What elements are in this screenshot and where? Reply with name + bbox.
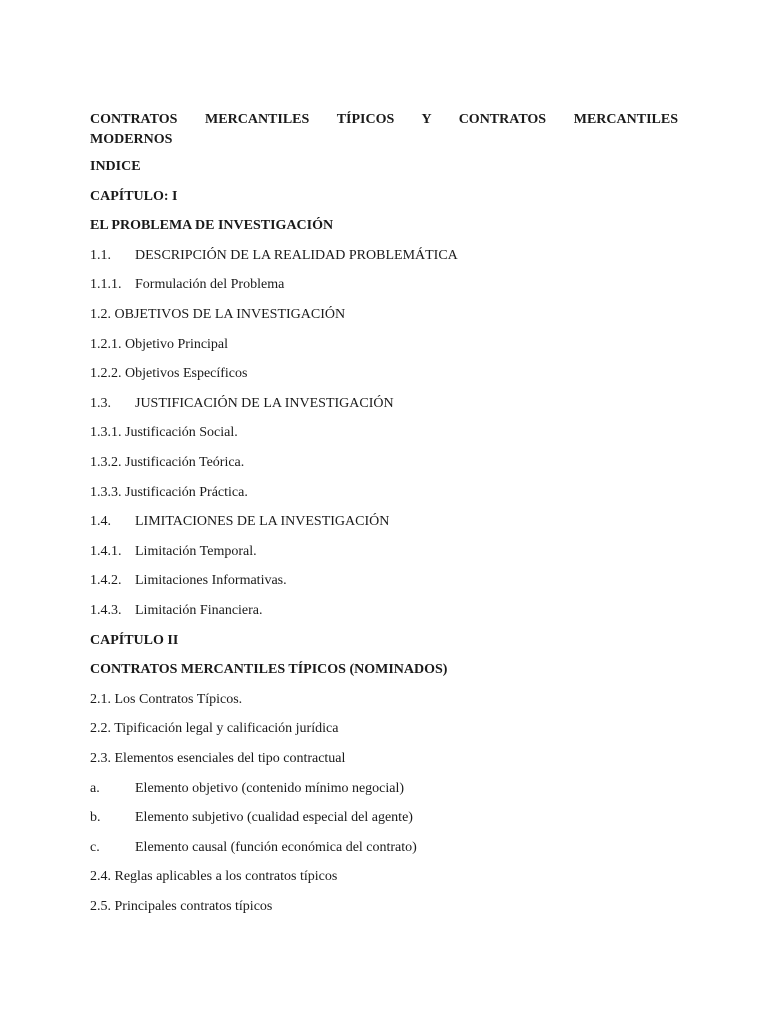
toc-entry-number: 1.4.1. xyxy=(90,544,122,559)
toc-entry-number: 1.1. xyxy=(90,248,111,263)
toc-entry-text: 1.3.2. Justificación Teórica. xyxy=(90,455,245,470)
toc-entry-text: 1.2.1. Objetivo Principal xyxy=(90,337,229,352)
toc-entry-cap2-title xyxy=(90,661,447,679)
toc-entry-cap1-title xyxy=(90,217,333,235)
toc-entry-cap2 xyxy=(90,632,178,650)
toc-entry-s2-1 xyxy=(90,691,242,709)
toc-entry-s1-4 xyxy=(90,513,389,531)
toc-entry-number: 1.1.1. xyxy=(90,277,122,292)
title-line-2: MODERNOS xyxy=(90,132,173,147)
toc-entry-s2-2 xyxy=(90,720,338,738)
toc-entry-s1-3 xyxy=(90,395,394,413)
toc-entry-text: 1.2. OBJETIVOS DE LA INVESTIGACIÓN xyxy=(90,307,346,322)
toc-entry-s1-2-2 xyxy=(90,365,247,383)
toc-entry-text: 2.3. Elementos esenciales del tipo contractual xyxy=(90,751,346,766)
toc-entry-s1-4-3 xyxy=(90,602,263,620)
toc-entry-s2-3-b xyxy=(90,809,413,827)
toc-entry-number: a. xyxy=(90,781,100,796)
toc-entry-text: 1.3.1. Justificación Social. xyxy=(90,425,238,440)
toc-entry-s1-3-2 xyxy=(90,454,244,472)
toc-entry-s2-3-c xyxy=(90,839,417,857)
toc-entry-text: DESCRIPCIÓN DE LA REALIDAD PROBLEMÁTICA xyxy=(135,248,458,263)
toc-entry-number: 1.4.2. xyxy=(90,573,122,588)
toc-entry-number: 1.4.3. xyxy=(90,603,122,618)
toc-entry-text: 1.3.3. Justificación Práctica. xyxy=(90,485,248,500)
toc-entry-text: 2.1. Los Contratos Típicos. xyxy=(90,692,243,707)
toc-entry-number: c. xyxy=(90,840,100,855)
toc-entry-text: Elemento objetivo (contenido mínimo negocial) xyxy=(135,781,405,796)
document-title xyxy=(90,110,678,150)
toc-entry-text: Limitación Temporal. xyxy=(135,544,257,559)
toc-entry-text: LIMITACIONES DE LA INVESTIGACIÓN xyxy=(135,514,390,529)
toc-entry-text: 2.2. Tipificación legal y calificación jurídica xyxy=(90,721,339,736)
toc-entry-s1-4-2 xyxy=(90,572,287,590)
toc-entry-text: Limitación Financiera. xyxy=(135,603,263,618)
toc-entry-text: CAPÍTULO: I xyxy=(90,189,178,204)
toc-entry-text: 1.2.2. Objetivos Específicos xyxy=(90,366,248,381)
toc-entry-text: Limitaciones Informativas. xyxy=(135,573,287,588)
toc-entry-text: EL PROBLEMA DE INVESTIGACIÓN xyxy=(90,218,334,233)
toc-entry-number: 1.4. xyxy=(90,514,111,529)
toc-entry-s1-3-3 xyxy=(90,484,248,502)
toc-entry-text: 2.4. Reglas aplicables a los contratos típicos xyxy=(90,869,338,884)
toc-entry-text: JUSTIFICACIÓN DE LA INVESTIGACIÓN xyxy=(135,396,394,411)
toc-entry-s1-4-1 xyxy=(90,543,257,561)
toc-entry-text: Elemento subjetivo (cualidad especial del agente) xyxy=(135,810,413,825)
toc-entry-s1-2-1 xyxy=(90,336,228,354)
toc-entry-s1-1-1 xyxy=(90,276,284,294)
toc-entry-s1-2 xyxy=(90,306,345,324)
toc-entry-indice xyxy=(90,158,141,176)
toc-entry-text: 2.5. Principales contratos típicos xyxy=(90,899,273,914)
toc-entry-text: CONTRATOS MERCANTILES TÍPICOS (NOMINADOS) xyxy=(90,662,448,677)
toc-entry-cap1 xyxy=(90,188,178,206)
toc-entry-number: 1.3. xyxy=(90,396,111,411)
toc-entry-number: b. xyxy=(90,810,101,825)
title-line-1: CONTRATOS MERCANTILES TÍPICOS Y CONTRATOS MERCANTILES xyxy=(90,112,678,127)
toc-entry-s2-4 xyxy=(90,868,337,886)
toc-entry-s1-1 xyxy=(90,247,458,265)
toc-entry-text: INDICE xyxy=(90,159,141,174)
toc-entry-s2-3-a xyxy=(90,780,404,798)
toc-entry-text: Elemento causal (función económica del contrato) xyxy=(135,840,417,855)
toc-entry-s2-3 xyxy=(90,750,345,768)
toc-entry-s1-3-1 xyxy=(90,424,238,442)
toc-entry-s2-5 xyxy=(90,898,272,916)
toc-entry-text: Formulación del Problema xyxy=(135,277,285,292)
toc-entry-text: CAPÍTULO II xyxy=(90,633,179,648)
